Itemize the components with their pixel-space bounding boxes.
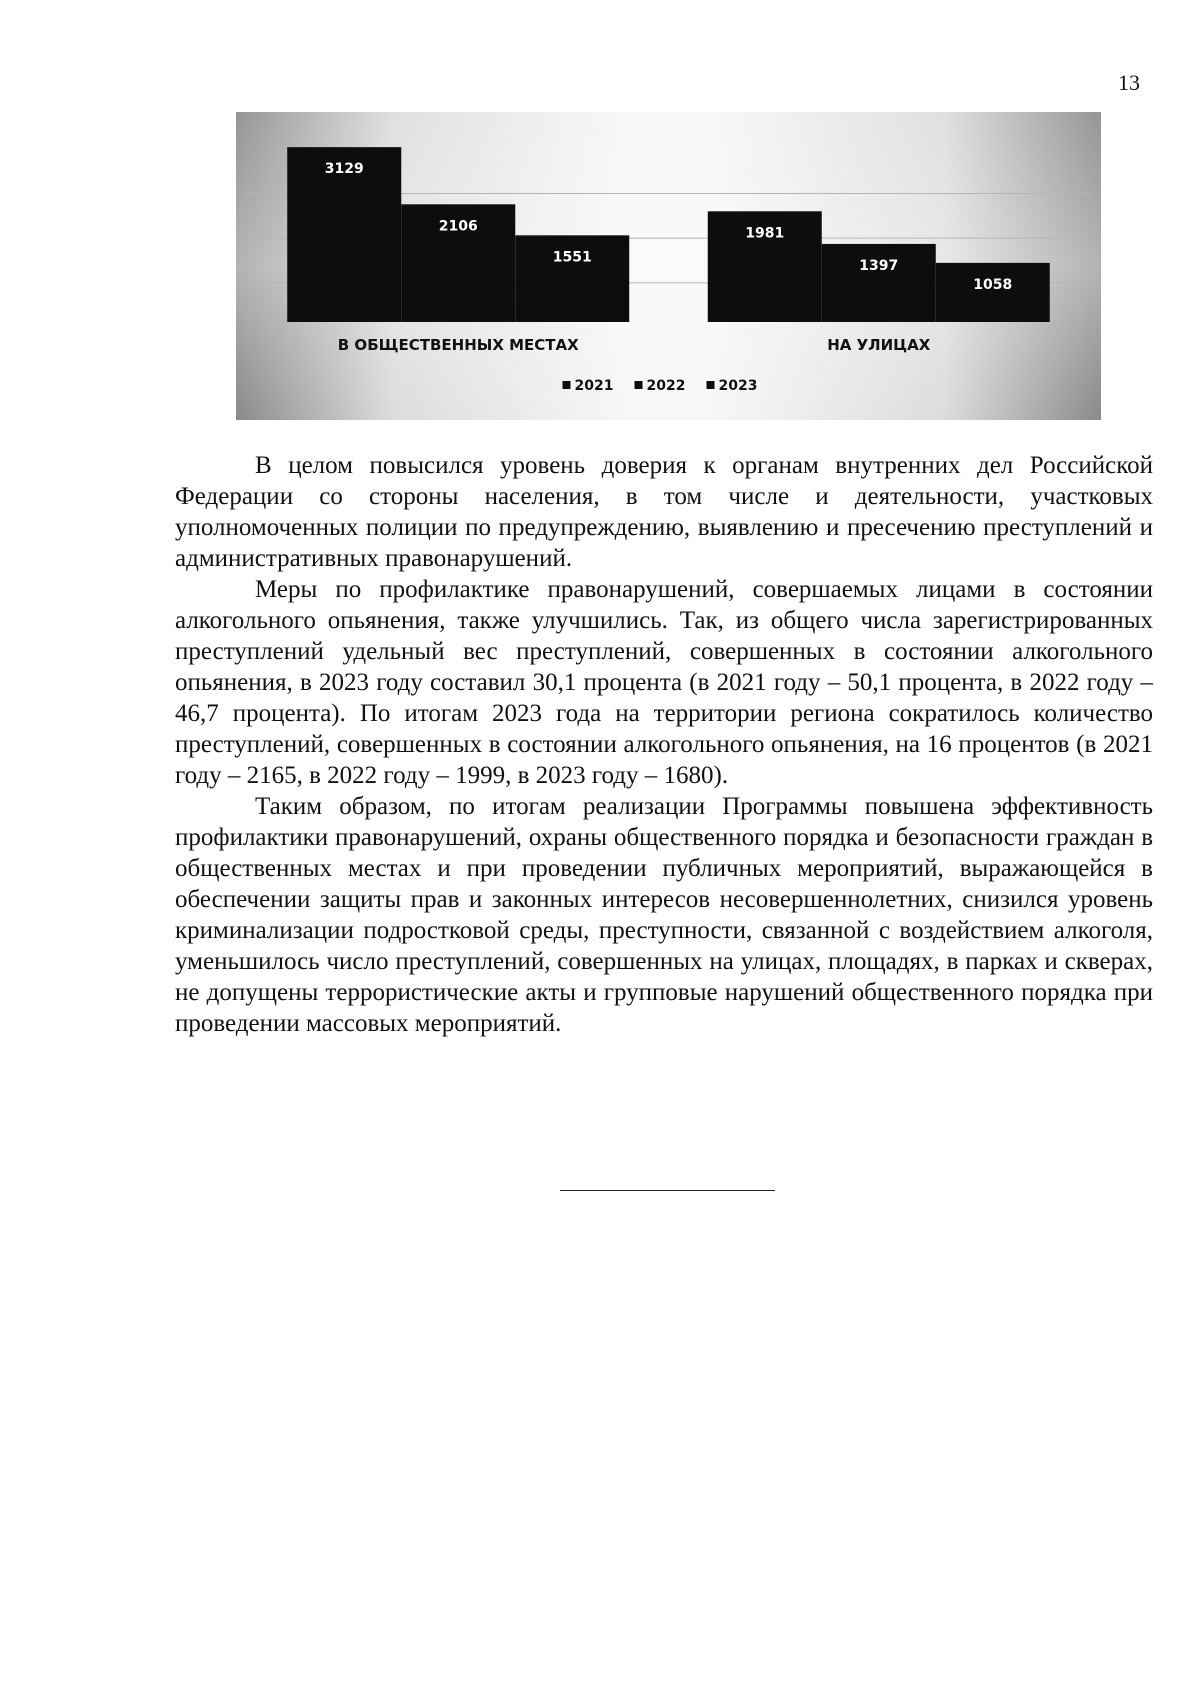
- bar-chart: [236, 112, 1101, 420]
- legend: [563, 378, 758, 394]
- bar-data-label: 1397: [859, 257, 899, 274]
- body-text: [175, 450, 1153, 1039]
- bar-data-label: 1981: [745, 225, 785, 242]
- bar-data-label: 1058: [973, 276, 1013, 293]
- paragraph-1: В целом повысился уровень доверия к органам внутренних дел Российской Федерации со стороны населения, в том числе и деятельности, участковых уполномоченных полиции по предупреждению, выявлению и пресечению преступлений и административных правонарушений.: [175, 452, 1153, 572]
- bar-data-label: 3129: [324, 161, 364, 178]
- legend-label: 2023: [718, 378, 758, 394]
- category-label: НА УЛИЦАХ: [827, 336, 931, 354]
- bar-2023-0: [515, 235, 629, 322]
- category-label: В ОБЩЕСТВЕННЫХ МЕСТАХ: [337, 336, 579, 354]
- legend-swatch: [707, 381, 715, 389]
- legend-swatch: [563, 381, 571, 389]
- paragraph-3: Таким образом, по итогам реализации Программы повышена эффективность профилактики правонарушений, охраны общественного порядка и безопасности граждан в общественных местах и при проведении публичных мероприятий, выражающейся в обеспечении защиты прав и законных интересов несовершеннолетних, снизился уровень криминализации подростковой среды, преступности, связанной с воздействием алкоголя, уменьшилось число преступлений, совершенных на улицах, площадях, в парках и скверах, не допущены террористические акты и групповые нарушений общественного порядка при проведении массовых мероприятий.: [175, 793, 1153, 1037]
- page-number: 13: [1118, 70, 1140, 95]
- paragraph-2: Меры по профилактике правонарушений, совершаемых лицами в состоянии алкогольного опьянения, также улучшились. Так, из общего числа зарегистрированных преступлений удельный вес преступлений, совершенных в состоянии алкогольного опьянения, в 2023 году составил 30,1 процента (в 2021 году – 50,1 процента, в 2022 году – 46,7 процента). По итогам 2023 года на территории региона сократилось количество преступлений, совершенных в состоянии алкогольного опьянения, на 16 процентов (в 2021 году – 2165, в 2022 году – 1999, в 2023 году – 1680).: [175, 576, 1153, 789]
- legend-label: 2021: [574, 378, 614, 394]
- bar-data-label: 2106: [438, 218, 478, 235]
- bar-2022-1: [822, 244, 936, 322]
- bar-data-label: 1551: [552, 249, 592, 266]
- legend-label: 2022: [646, 378, 686, 394]
- end-rule: [560, 1190, 775, 1191]
- chart-svg: [236, 112, 1101, 420]
- legend-swatch: [635, 381, 643, 389]
